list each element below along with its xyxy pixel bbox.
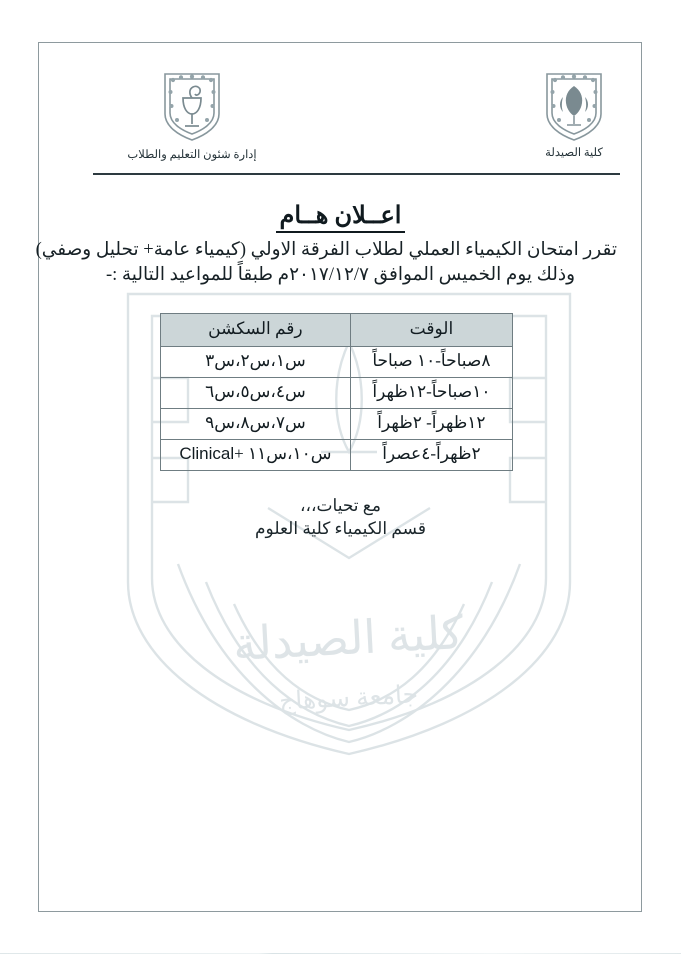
body-line-2: وذلك يوم الخميس الموافق ٢٠١٧/١٢/٧م طبقاً للمواعيد التالية :- — [105, 265, 576, 285]
closing-block — [0, 494, 681, 540]
letterhead-right-caption: كلية الصيدلة — [545, 147, 603, 159]
letterhead-left-unit — [127, 70, 257, 161]
cell-sections-text: س١٠،س١١ + — [234, 444, 332, 463]
letterhead-left-caption: إدارة شئون التعليم والطلاب — [127, 149, 257, 161]
svg-text:جامعة سوهاج: جامعة سوهاج — [278, 681, 419, 716]
cell-sections — [161, 347, 351, 378]
body-line-1: تقرر امتحان الكيمياء العملي لطلاب الفرقة الاولي (كيمياء عامة+ تحليل وصفي) — [35, 240, 617, 260]
pharmacy-faculty-crest-icon — [543, 70, 605, 144]
exam-schedule-table — [160, 313, 513, 471]
table-row — [161, 409, 513, 440]
closing-line-2: قسم الكيمياء كلية العلوم — [255, 519, 426, 538]
cell-time: ٢ظهراً-٤عصراً — [350, 440, 512, 471]
column-header-time: الوقت — [350, 314, 512, 347]
table-row — [161, 347, 513, 378]
cell-sections-text: س٤،س٥،س٦ — [205, 382, 306, 401]
table-row — [161, 440, 513, 471]
header-divider — [93, 173, 620, 175]
svg-text:كلية الصيدلة: كلية الصيدلة — [231, 607, 465, 671]
announcement-body — [35, 238, 617, 288]
page-title-text: اعــلان هــام — [276, 203, 406, 233]
table-row — [161, 378, 513, 409]
page-title — [0, 201, 681, 230]
letterhead — [93, 70, 620, 176]
column-header-section: رقم السكشن — [161, 314, 351, 347]
cell-sections — [161, 440, 351, 471]
cell-time: ٨صباحاً-١٠ صباحاً — [350, 347, 512, 378]
education-affairs-crest-icon — [161, 70, 223, 144]
letterhead-right-unit — [528, 70, 620, 159]
closing-line-1: مع تحيات،،، — [300, 496, 381, 515]
cell-sections-text: س٧،س٨،س٩ — [205, 413, 306, 432]
table-header-row — [161, 314, 513, 347]
cell-sections — [161, 378, 351, 409]
cell-time: ١٠صباحاً-١٢ظهراً — [350, 378, 512, 409]
cell-time: ١٢ظهراً- ٢ظهراً — [350, 409, 512, 440]
cell-sections — [161, 409, 351, 440]
cell-sections-latin: Clinical — [179, 444, 235, 463]
cell-sections-text: س١،س٢،س٣ — [205, 351, 306, 370]
